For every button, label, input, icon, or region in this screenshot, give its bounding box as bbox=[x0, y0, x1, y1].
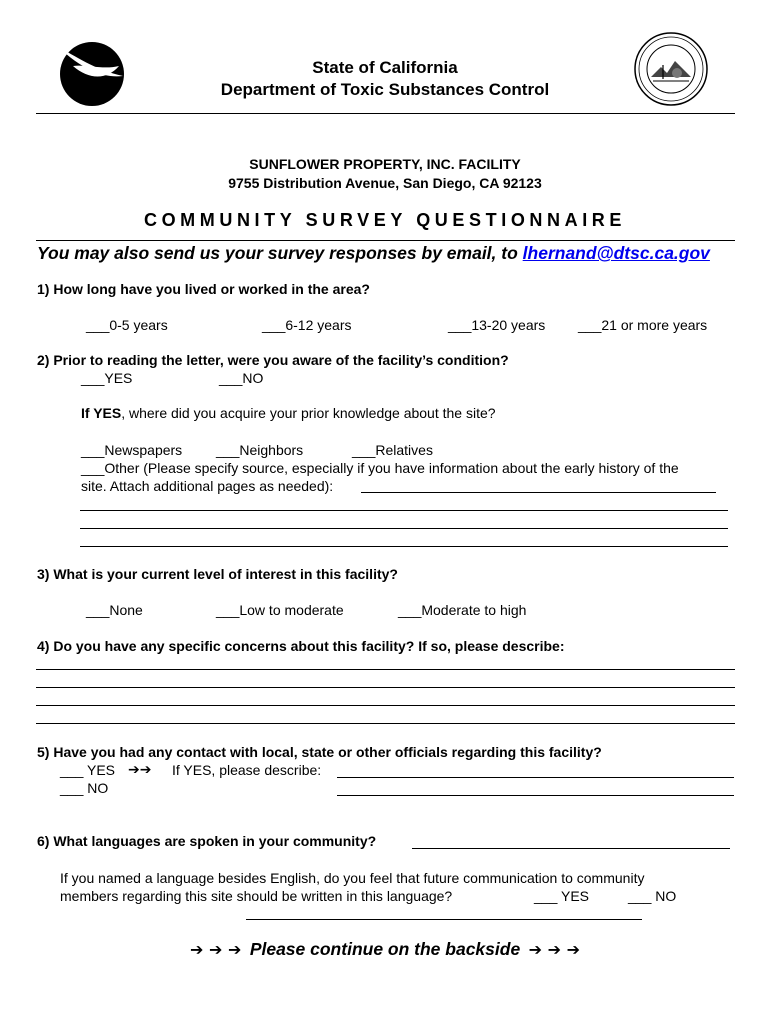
arrow-right-icon: ➔ ➔ ➔ bbox=[190, 940, 242, 959]
email-link[interactable]: lhernand@dtsc.ca.gov bbox=[522, 243, 710, 263]
q4-answer-line[interactable] bbox=[36, 687, 735, 688]
q5-no[interactable]: ___ NO bbox=[60, 780, 109, 796]
q1-option-0-5[interactable]: ___0-5 years bbox=[86, 317, 168, 333]
q2-source-newspapers[interactable]: ___Newspapers bbox=[81, 442, 183, 458]
california-state-seal-icon bbox=[633, 31, 709, 107]
arrow-right-icon: ➔ ➔ ➔ bbox=[528, 940, 580, 959]
q3-option-high[interactable]: ___Moderate to high bbox=[398, 602, 527, 618]
q2-answer-line[interactable] bbox=[80, 510, 728, 511]
q2-other-line2: site. Attach additional pages as needed): bbox=[81, 478, 334, 494]
department-name: Department of Toxic Substances Control bbox=[220, 80, 550, 99]
title-divider bbox=[36, 240, 735, 241]
q6-followup-line1: If you named a language besides English, do you feel that future communication to community bbox=[60, 870, 645, 886]
q5-answer-line[interactable] bbox=[337, 777, 734, 778]
header-divider bbox=[36, 113, 735, 114]
q2-yes[interactable]: ___YES bbox=[81, 370, 133, 386]
q1-option-6-12[interactable]: ___6-12 years bbox=[262, 317, 352, 333]
q3-option-none[interactable]: ___None bbox=[86, 602, 143, 618]
q2-followup: If YES, where did you acquire your prior knowledge about the site? bbox=[81, 405, 496, 421]
q6-followup-line[interactable] bbox=[246, 919, 642, 920]
continue-note: ➔ ➔ ➔ Please continue on the backside ➔ ➔ ➔ bbox=[190, 939, 580, 959]
facility-address: 9755 Distribution Avenue, San Diego, CA 92123 bbox=[228, 175, 542, 191]
q2-answer-line[interactable] bbox=[80, 546, 728, 547]
q4-answer-line[interactable] bbox=[36, 705, 735, 706]
q4-answer-line[interactable] bbox=[36, 723, 735, 724]
q2-source-neighbors[interactable]: ___Neighbors bbox=[216, 442, 304, 458]
q6-followup-line2: members regarding this site should be written in this language? bbox=[60, 888, 453, 904]
q1-option-21-plus[interactable]: ___21 or more years bbox=[578, 317, 708, 333]
question-5: 5) Have you had any contact with local, state or other officials regarding this facility? bbox=[37, 744, 602, 760]
q1-option-13-20[interactable]: ___13-20 years bbox=[448, 317, 546, 333]
q6-yes[interactable]: ___ YES bbox=[534, 888, 590, 904]
q2-other[interactable]: ___Other (Please specify source, especially if you have information about the early history of the bbox=[81, 460, 679, 476]
question-3: 3) What is your current level of interest in this facility? bbox=[37, 566, 398, 582]
email-note: You may also send us your survey responses by email, to lhernand@dtsc.ca.gov bbox=[37, 243, 710, 263]
q5-yes[interactable]: ___ YES bbox=[60, 762, 116, 778]
q5-describe-label: If YES, please describe: bbox=[172, 762, 322, 778]
q4-answer-line[interactable] bbox=[36, 669, 735, 670]
q5-answer-line[interactable] bbox=[337, 795, 734, 796]
q2-answer-line[interactable] bbox=[361, 492, 716, 493]
q2-answer-line[interactable] bbox=[80, 528, 728, 529]
q2-no[interactable]: ___NO bbox=[219, 370, 264, 386]
q5-arrows-icon: ➔➔ bbox=[128, 762, 152, 778]
q2-source-relatives[interactable]: ___Relatives bbox=[352, 442, 433, 458]
state-name: State of California bbox=[312, 58, 458, 77]
question-1: 1) How long have you lived or worked in the area? bbox=[37, 281, 370, 297]
question-2: 2) Prior to reading the letter, were you aware of the facility’s condition? bbox=[37, 352, 509, 368]
facility-name: SUNFLOWER PROPERTY, INC. FACILITY bbox=[249, 156, 521, 172]
question-6: 6) What languages are spoken in your community? bbox=[37, 833, 377, 849]
question-4: 4) Do you have any specific concerns about this facility? If so, please describe: bbox=[37, 638, 565, 654]
q3-option-low[interactable]: ___Low to moderate bbox=[216, 602, 344, 618]
q6-no[interactable]: ___ NO bbox=[628, 888, 677, 904]
q6-answer-line[interactable] bbox=[412, 848, 730, 849]
page-title: COMMUNITY SURVEY QUESTIONNAIRE bbox=[143, 210, 627, 230]
